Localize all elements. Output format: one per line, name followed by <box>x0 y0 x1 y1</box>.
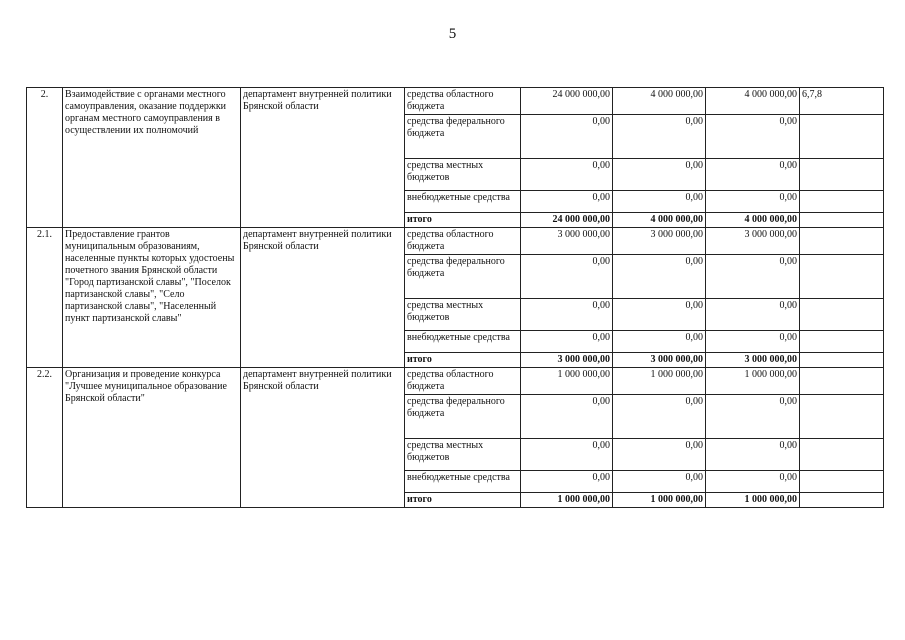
amount-year-3: 0,00 <box>706 439 800 471</box>
funding-source: средства федерального бюджета <box>405 115 521 159</box>
section-title: Предоставление грантов муниципальным образованиям, населенные пункты которых удостоены почетного звания Брянской области "Город партизанской славы", "Поселок партизанской славы", "Село партизанской славы", "Населенный пункт партизанской славы" <box>63 228 241 368</box>
section-index: 2. <box>27 88 63 228</box>
amount-year-2: 4 000 000,00 <box>613 88 706 115</box>
amount-year-1: 0,00 <box>521 471 613 493</box>
section-index: 2.1. <box>27 228 63 368</box>
amount-year-2: 0,00 <box>613 299 706 331</box>
funding-source: итого <box>405 213 521 228</box>
indicators-cell <box>800 213 884 228</box>
indicators-cell: 6,7,8 <box>800 88 884 115</box>
indicators-cell <box>800 395 884 439</box>
budget-table <box>26 87 884 508</box>
amount-year-1: 3 000 000,00 <box>521 228 613 255</box>
amount-year-1: 0,00 <box>521 299 613 331</box>
section-title: Взаимодействие с органами местного самоуправления, оказание поддержки органам местного самоуправления в осуществлении их полномочий <box>63 88 241 228</box>
amount-year-3: 4 000 000,00 <box>706 213 800 228</box>
amount-year-2: 0,00 <box>613 439 706 471</box>
amount-year-2: 0,00 <box>613 471 706 493</box>
amount-year-3: 0,00 <box>706 159 800 191</box>
amount-year-1: 0,00 <box>521 115 613 159</box>
indicators-cell <box>800 255 884 299</box>
funding-source: средства местных бюджетов <box>405 159 521 191</box>
amount-year-2: 0,00 <box>613 159 706 191</box>
amount-year-3: 0,00 <box>706 115 800 159</box>
table-row <box>27 368 884 395</box>
table-row <box>27 88 884 115</box>
amount-year-3: 0,00 <box>706 471 800 493</box>
amount-year-2: 3 000 000,00 <box>613 353 706 368</box>
funding-source: средства областного бюджета <box>405 368 521 395</box>
funding-source: итого <box>405 493 521 508</box>
amount-year-3: 0,00 <box>706 255 800 299</box>
amount-year-1: 0,00 <box>521 439 613 471</box>
amount-year-3: 0,00 <box>706 191 800 213</box>
funding-source: внебюджетные средства <box>405 471 521 493</box>
funding-source: средства областного бюджета <box>405 88 521 115</box>
amount-year-3: 3 000 000,00 <box>706 228 800 255</box>
indicators-cell <box>800 299 884 331</box>
indicators-cell <box>800 191 884 213</box>
amount-year-2: 3 000 000,00 <box>613 228 706 255</box>
section-executor: департамент внутренней политики Брянской области <box>241 368 405 508</box>
amount-year-1: 0,00 <box>521 191 613 213</box>
section-title: Организация и проведение конкурса "Лучшее муниципальное образование Брянской области" <box>63 368 241 508</box>
funding-source: средства местных бюджетов <box>405 439 521 471</box>
amount-year-2: 1 000 000,00 <box>613 493 706 508</box>
amount-year-3: 4 000 000,00 <box>706 88 800 115</box>
section-executor: департамент внутренней политики Брянской области <box>241 228 405 368</box>
amount-year-2: 4 000 000,00 <box>613 213 706 228</box>
indicators-cell <box>800 471 884 493</box>
section-index: 2.2. <box>27 368 63 508</box>
amount-year-3: 1 000 000,00 <box>706 493 800 508</box>
indicators-cell <box>800 353 884 368</box>
amount-year-1: 0,00 <box>521 159 613 191</box>
indicators-cell <box>800 331 884 353</box>
amount-year-1: 1 000 000,00 <box>521 368 613 395</box>
indicators-cell <box>800 115 884 159</box>
amount-year-2: 1 000 000,00 <box>613 368 706 395</box>
funding-source: итого <box>405 353 521 368</box>
indicators-cell <box>800 159 884 191</box>
table-row <box>27 228 884 255</box>
amount-year-3: 0,00 <box>706 395 800 439</box>
amount-year-1: 0,00 <box>521 395 613 439</box>
amount-year-2: 0,00 <box>613 331 706 353</box>
funding-source: внебюджетные средства <box>405 331 521 353</box>
amount-year-3: 1 000 000,00 <box>706 368 800 395</box>
funding-source: средства федерального бюджета <box>405 395 521 439</box>
amount-year-1: 24 000 000,00 <box>521 213 613 228</box>
indicators-cell <box>800 228 884 255</box>
page-number: 5 <box>448 26 457 42</box>
amount-year-3: 3 000 000,00 <box>706 353 800 368</box>
amount-year-3: 0,00 <box>706 331 800 353</box>
funding-source: средства местных бюджетов <box>405 299 521 331</box>
indicators-cell <box>800 368 884 395</box>
amount-year-1: 0,00 <box>521 331 613 353</box>
amount-year-2: 0,00 <box>613 255 706 299</box>
amount-year-2: 0,00 <box>613 395 706 439</box>
amount-year-2: 0,00 <box>613 115 706 159</box>
section-executor: департамент внутренней политики Брянской области <box>241 88 405 228</box>
amount-year-3: 0,00 <box>706 299 800 331</box>
indicators-cell <box>800 493 884 508</box>
indicators-cell <box>800 439 884 471</box>
amount-year-2: 0,00 <box>613 191 706 213</box>
funding-source: внебюджетные средства <box>405 191 521 213</box>
amount-year-1: 24 000 000,00 <box>521 88 613 115</box>
amount-year-1: 1 000 000,00 <box>521 493 613 508</box>
funding-source: средства федерального бюджета <box>405 255 521 299</box>
funding-source: средства областного бюджета <box>405 228 521 255</box>
amount-year-1: 0,00 <box>521 255 613 299</box>
amount-year-1: 3 000 000,00 <box>521 353 613 368</box>
